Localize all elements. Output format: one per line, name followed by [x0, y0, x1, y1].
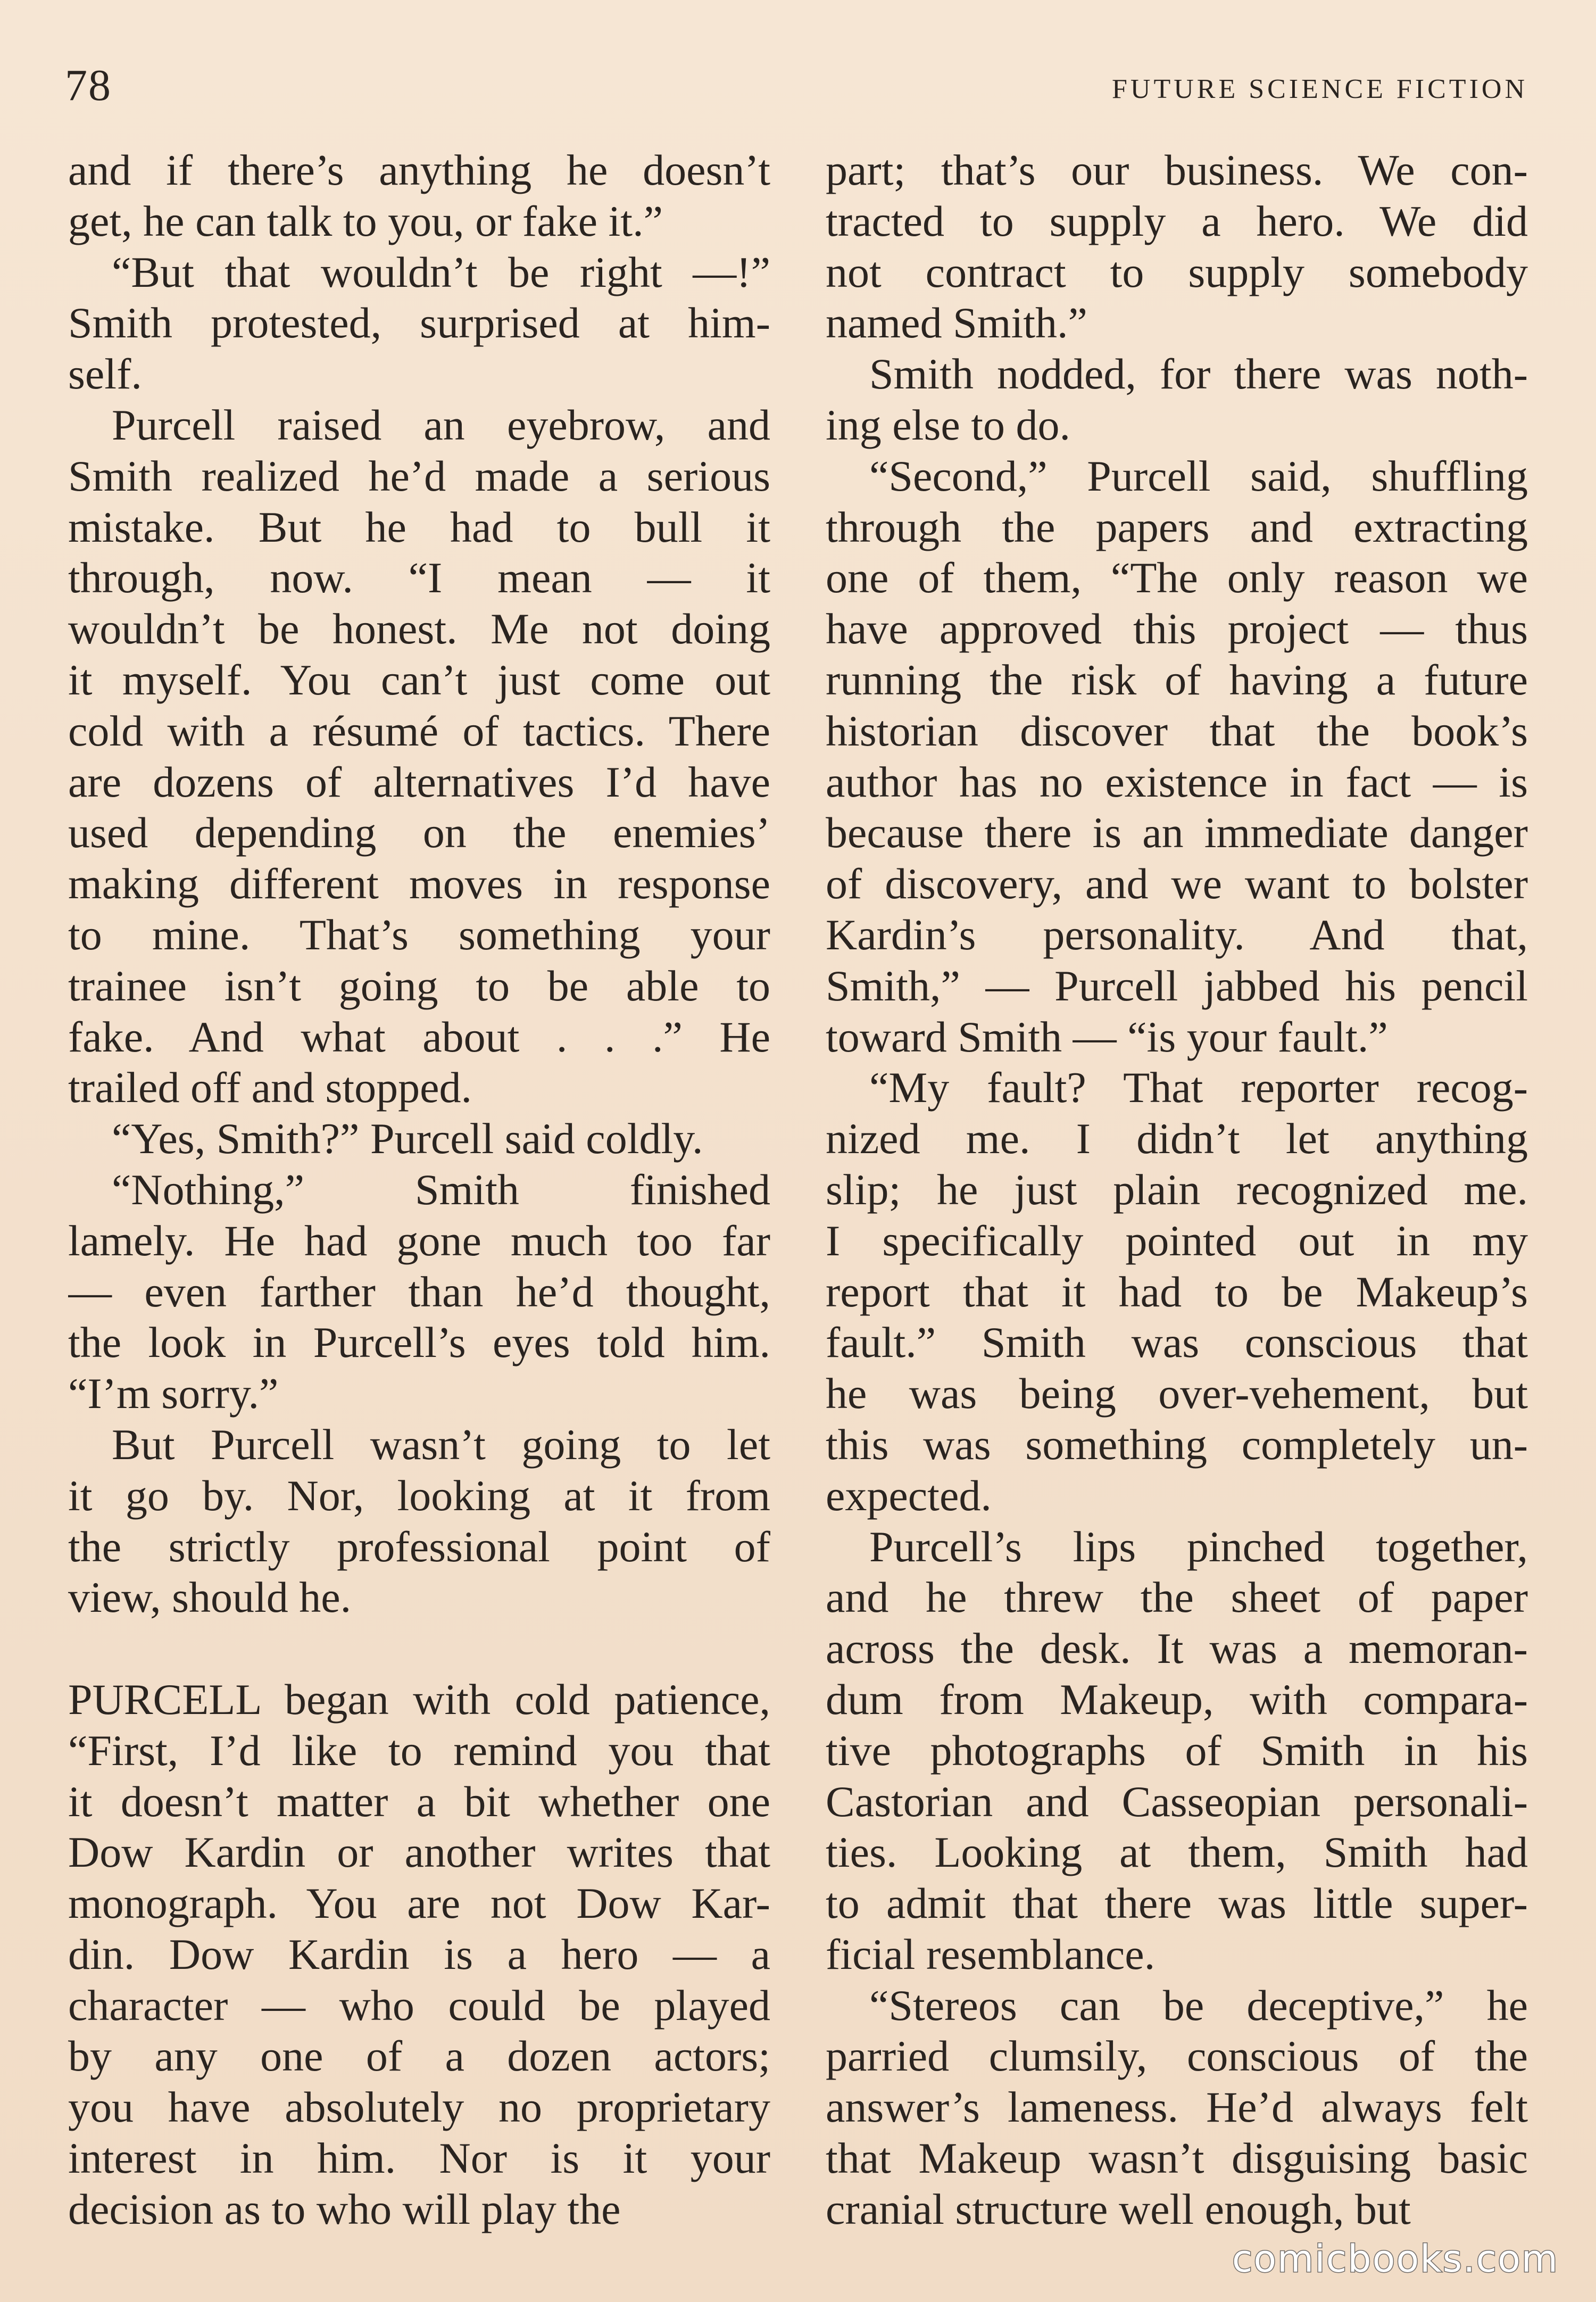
text-line: it myself. You can’t just come out [68, 655, 770, 704]
text-line: making different moves in response [68, 859, 770, 908]
text-line: mistake. But he had to bull it [68, 502, 770, 551]
text-line: Dow Kardin or another writes that [68, 1828, 770, 1877]
text-line: running the risk of having a future [826, 655, 1528, 704]
text-line: I specifically pointed out in my [826, 1216, 1528, 1265]
text-line: lamely. He had gone much too far [68, 1216, 770, 1265]
text-line: cranial structure well enough, but [826, 2184, 1411, 2233]
text-line: “But that wouldn’t be right —!” [68, 247, 770, 296]
text-line: cold with a résumé of tactics. There [68, 706, 770, 755]
text-line: interest in him. Nor is it your [68, 2134, 770, 2183]
text-line: and he threw the sheet of paper [826, 1573, 1528, 1622]
text-line [68, 1623, 770, 1674]
text-line: the look in Purcell’s eyes told him. [68, 1318, 770, 1367]
text-line: not contract to supply somebody [826, 247, 1528, 296]
text-line: one of them, “The only reason we [826, 553, 1528, 602]
text-line: parried clumsily, conscious of the [826, 2032, 1528, 2081]
text-line: it doesn’t matter a bit whether one [68, 1777, 770, 1826]
text-line: through, now. “I mean — it [68, 553, 770, 602]
text-line: through the papers and extracting [826, 502, 1528, 551]
text-line: — even farther than he’d thought, [68, 1267, 770, 1316]
text-line: to mine. That’s something your [68, 910, 770, 959]
watermark: comicbooks.com [1232, 2237, 1559, 2281]
text-line: wouldn’t be honest. Me not doing [68, 605, 770, 653]
text-line: Smith nodded, for there was noth- [826, 350, 1528, 399]
text-line: you have absolutely no proprietary [68, 2083, 770, 2132]
text-line: self. [68, 350, 142, 399]
text-line: “Stereos can be deceptive,” he [826, 1981, 1528, 2030]
text-line: used depending on the enemies’ [68, 808, 770, 857]
text-line: get, he can talk to you, or fake it.” [68, 196, 663, 245]
text-line: decision as to who will play the [68, 2184, 621, 2233]
text-line: fake. And what about . . .” He [68, 1012, 770, 1061]
text-line: across the desk. It was a memoran- [826, 1624, 1528, 1673]
text-line: the strictly professional point of [68, 1522, 770, 1571]
text-line: “First, I’d like to remind you that [68, 1726, 770, 1775]
text-line: answer’s lameness. He’d always felt [826, 2083, 1528, 2132]
text-line: have approved this project — thus [826, 605, 1528, 653]
text-line: to admit that there was little super- [826, 1879, 1528, 1928]
text-line: that Makeup wasn’t disguising basic [826, 2134, 1528, 2183]
text-line: tracted to supply a hero. We did [826, 196, 1528, 245]
text-line: he was being over-vehement, but [826, 1369, 1528, 1418]
text-line: slip; he just plain recognized me. [826, 1165, 1528, 1214]
text-line: Smith protested, surprised at him- [68, 299, 770, 347]
text-line: expected. [826, 1471, 992, 1520]
text-line: trailed off and stopped. [68, 1063, 472, 1112]
text-line: Castorian and Casseopian personali- [826, 1777, 1528, 1826]
text-line: “Yes, Smith?” Purcell said coldly. [68, 1114, 703, 1163]
text-line: view, should he. [68, 1573, 352, 1622]
running-head: FUTURE SCIENCE FICTION [1111, 74, 1528, 104]
text-line: ties. Looking at them, Smith had [826, 1828, 1528, 1877]
text-line: of discovery, and we want to bolster [826, 859, 1528, 908]
text-line: “My fault? That reporter recog- [826, 1063, 1528, 1112]
text-line: because there is an immediate danger [826, 808, 1528, 857]
text-line: report that it had to be Makeup’s [826, 1267, 1528, 1316]
text-line: Kardin’s personality. And that, [826, 910, 1528, 959]
text-line: character — who could be played [68, 1981, 770, 2030]
text-line: But Purcell wasn’t going to let [68, 1420, 770, 1469]
text-line: toward Smith — “is your fault.” [826, 1012, 1388, 1061]
text-line: named Smith.” [826, 299, 1087, 347]
text-line: historian discover that the book’s [826, 706, 1528, 755]
text-line: part; that’s our business. We con- [826, 146, 1528, 194]
text-line: ficial resemblance. [826, 1930, 1156, 1978]
text-line: tive photographs of Smith in his [826, 1726, 1528, 1775]
text-line: PURCELL began with cold patience, [68, 1675, 770, 1724]
text-line: ing else to do. [826, 400, 1071, 449]
text-line: “Second,” Purcell said, shuffling [826, 451, 1528, 500]
text-line: “I’m sorry.” [68, 1369, 279, 1418]
text-line: it go by. Nor, looking at it from [68, 1471, 770, 1520]
text-line: this was something completely un- [826, 1420, 1528, 1469]
text-line: “Nothing,” Smith finished [68, 1165, 770, 1214]
text-line: fault.” Smith was conscious that [826, 1318, 1528, 1367]
text-line: and if there’s anything he doesn’t [68, 146, 770, 194]
text-line: Purcell’s lips pinched together, [826, 1522, 1528, 1571]
text-line: Smith realized he’d made a serious [68, 451, 770, 500]
page-number: 78 [65, 61, 112, 110]
text-line: dum from Makeup, with compara- [826, 1675, 1528, 1724]
text-line: nized me. I didn’t let anything [826, 1114, 1528, 1163]
text-line: by any one of a dozen actors; [68, 2032, 770, 2081]
left-column [68, 145, 770, 2235]
text-line: author has no existence in fact — is [826, 757, 1528, 806]
text-line: Purcell raised an eyebrow, and [68, 400, 770, 449]
text-line: din. Dow Kardin is a hero — a [68, 1930, 770, 1978]
text-line: are dozens of alternatives I’d have [68, 757, 770, 806]
text-line: monograph. You are not Dow Kar- [68, 1879, 770, 1928]
right-column [826, 145, 1528, 2235]
text-line: Smith,” — Purcell jabbed his pencil [826, 961, 1528, 1010]
text-line: trainee isn’t going to be able to [68, 961, 770, 1010]
